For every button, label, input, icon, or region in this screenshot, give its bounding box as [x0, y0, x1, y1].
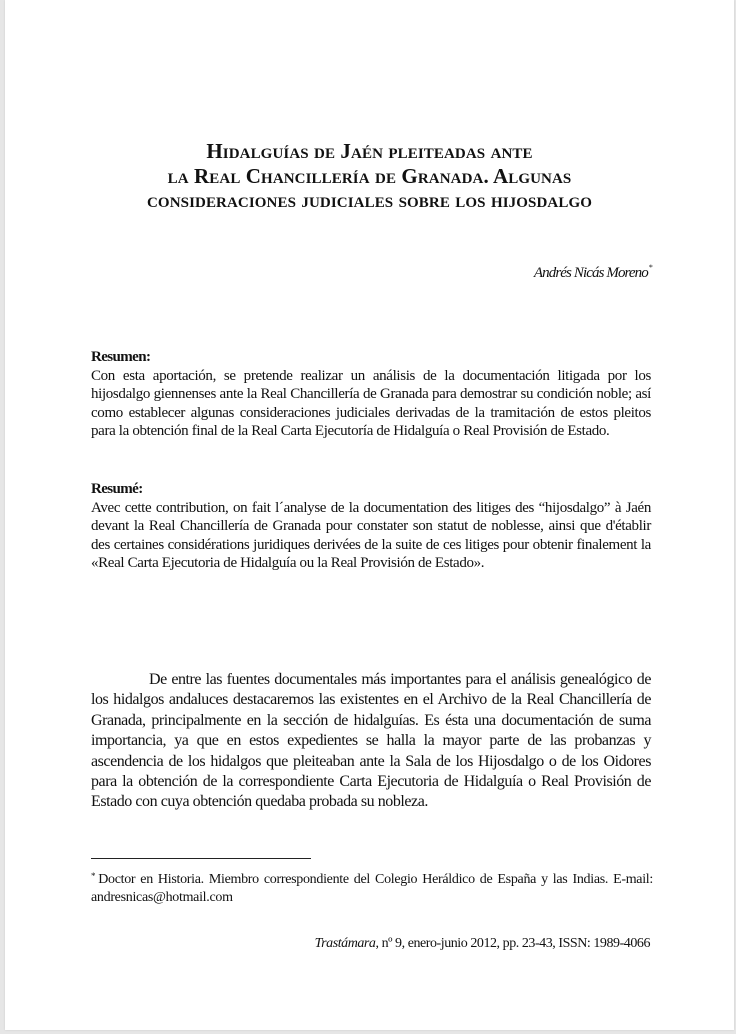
abstract-spanish	[91, 348, 651, 441]
author-byline	[534, 263, 652, 282]
abstract-french-text: Avec cette contribution, on fait l´analyse de la documentation des litiges des “hijosdalgo” à Jaén devant la Real Chancillería de Granada pour constater son statut de noblesse, ainsi que d'établir des certaines considérations juridiques derivées de la suite de ces litiges pour obtenir finalement la «Real Carta Ejecutoria de Hidalguía ou la Real Provisión de Estado».	[91, 499, 651, 572]
citation-details: , nº 9, enero-junio 2012, pp. 23-43, ISSN: 1989-4066	[375, 936, 650, 951]
body-paragraph: De entre las fuentes documentales más importantes para el análisis genealógico de los hidalgos andaluces destacaremos las existentes en el Archivo de la Real Chancillería de Granada, principalmente en la sección de hidalguías. Es ésta una documentación de suma importancia, ya que en estos expedientes se halla la mayor parte de las probanzas y ascendencia de los hidalgos que pleiteaban ante la Sala de los Hijosdalgo o de los Oidores para la obtención de la correspondiente Carta Ejecutoria de Hidalguía o Real Provisión de Estado con cuya obtención quedaba probada su nobleza.	[91, 671, 651, 811]
abstract-spanish-heading: Resumen:	[91, 349, 151, 365]
abstract-french	[91, 480, 651, 573]
journal-citation	[315, 936, 650, 952]
title-line-3: consideraciones judiciales sobre los hijosdalgo	[147, 188, 592, 212]
title-line-2: la Real Chancillería de Granada. Algunas	[167, 163, 572, 188]
journal-name: Trastámara	[314, 936, 376, 951]
footnote	[91, 868, 653, 906]
title-line-1: Hidalguías de Jaén pleiteadas ante	[206, 139, 533, 163]
document-page	[5, 0, 734, 1030]
author-name: Andrés Nicás Moreno	[533, 265, 648, 281]
abstract-french-heading: Resumé:	[91, 481, 143, 497]
article-title	[5, 139, 734, 213]
author-footnote-mark: *	[648, 263, 652, 272]
body-section	[91, 670, 651, 813]
abstract-spanish-text: Con esta aportación, se pretende realizar un análisis de la documentación litigada por los hijosdalgo giennenses ante la Real Chancillería de Granada para demostrar su condición noble; así como establecer algunas consideraciones judiciales derivadas de la tramitación de estos pleitos para la obtención final de la Real Carta Ejecutoría de Hidalguía o Real Provisión de Estado.	[91, 367, 651, 440]
footnote-divider	[91, 858, 311, 859]
footnote-text: Doctor en Historia. Miembro correspondiente del Colegio Heráldico de España y las Indias. E-mail: andresnicas@hotmail.com	[91, 872, 653, 905]
footnote-mark: *	[91, 871, 96, 881]
